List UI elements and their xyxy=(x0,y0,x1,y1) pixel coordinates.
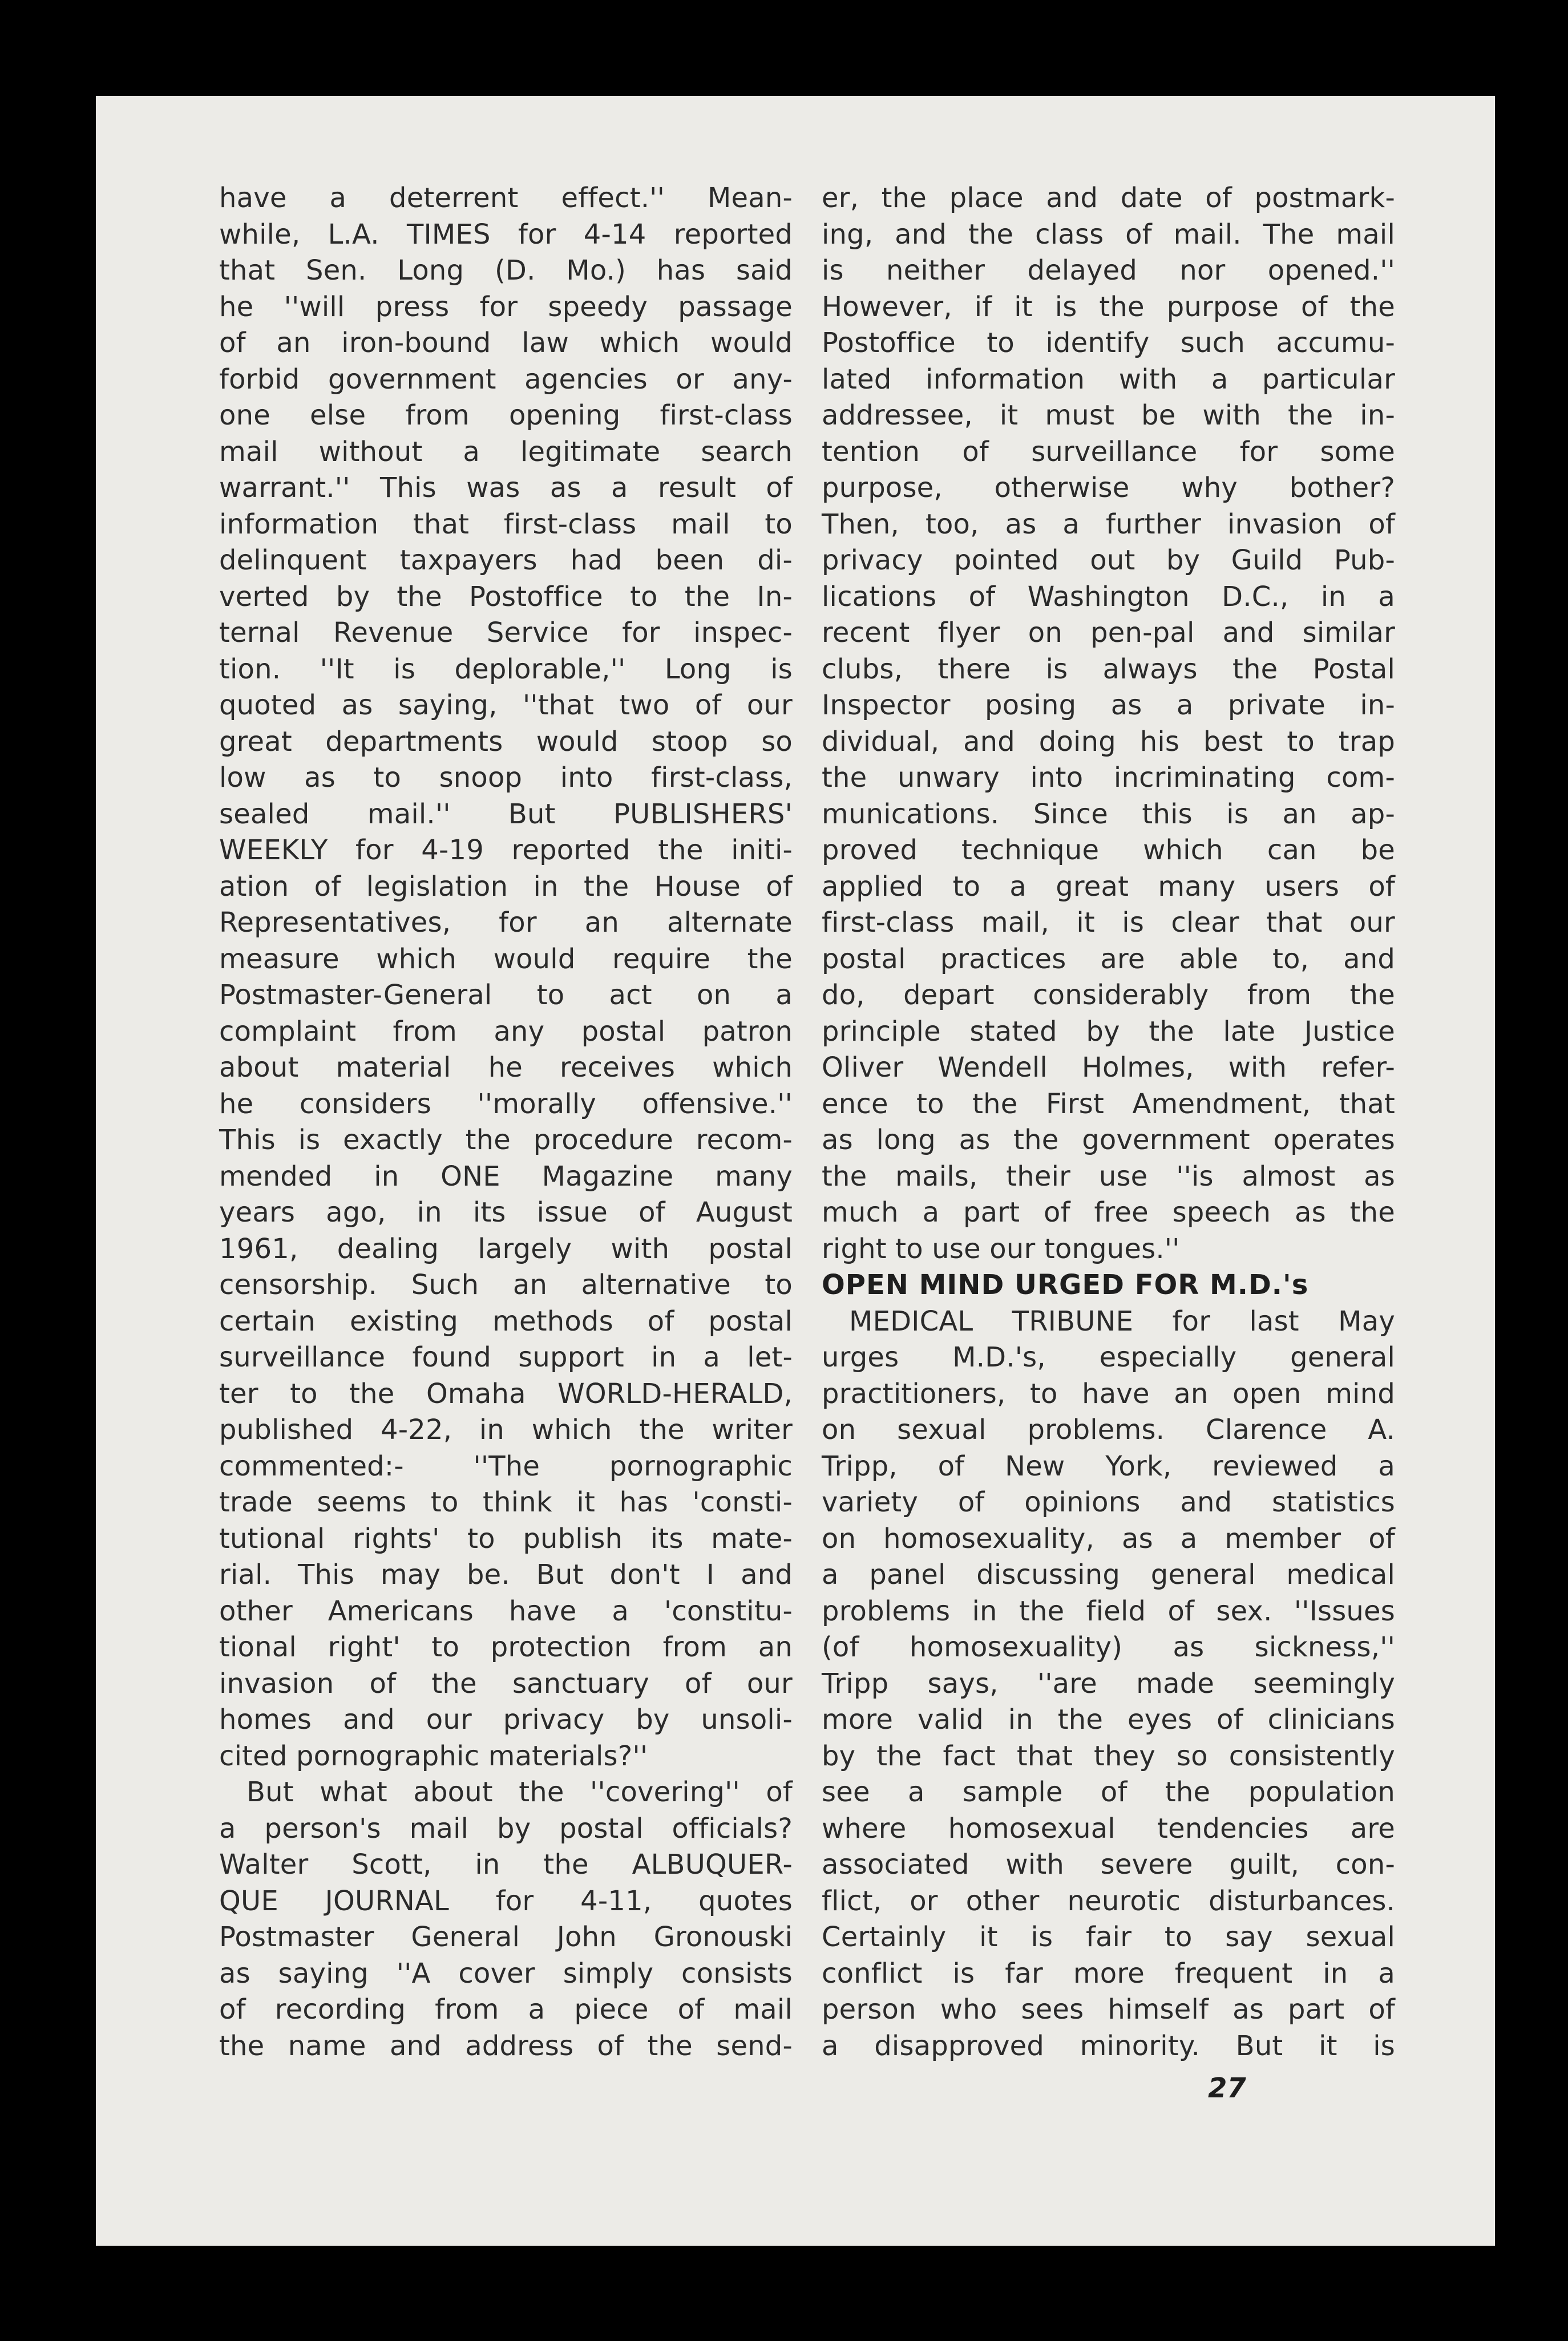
text-line: principle stated by the late Justice xyxy=(822,1015,1395,1048)
text-line: tion. ''It is deplorable,'' Long is xyxy=(219,653,793,685)
text-line: ing, and the class of mail. The mail xyxy=(822,218,1395,250)
text-line: homes and our privacy by unsoli- xyxy=(219,1704,793,1736)
text-line: published 4-22, in which the writer xyxy=(219,1414,793,1446)
text-line: Then, too, as a further invasion of xyxy=(822,508,1395,540)
text-line: a disapproved minority. But it is xyxy=(822,2029,1395,2062)
text-line: on homosexuality, as a member of xyxy=(822,1522,1395,1555)
text-line: 1961, dealing largely with postal xyxy=(219,1232,793,1265)
text-line: lated information with a particular xyxy=(822,363,1395,395)
text-line: by the fact that they so consistently xyxy=(822,1740,1395,1772)
text-line: the mails, their use ''is almost as xyxy=(822,1160,1395,1192)
text-line: Representatives, for an alternate xyxy=(219,907,793,939)
magazine-page xyxy=(96,96,1495,2246)
right-column xyxy=(822,180,1395,2064)
text-line: where homosexual tendencies are xyxy=(822,1812,1395,1845)
text-line: proved technique which can be xyxy=(822,834,1395,866)
text-line: tention of surveillance for some xyxy=(822,435,1395,468)
text-line: he considers ''morally offensive.'' xyxy=(219,1087,793,1120)
text-line: cited pornographic materials?'' xyxy=(219,1740,648,1772)
text-line: WEEKLY for 4-19 reported the initi- xyxy=(219,834,793,866)
text-line: delinquent taxpayers had been di- xyxy=(219,544,793,576)
text-line: QUE JOURNAL for 4-11, quotes xyxy=(219,1885,793,1917)
text-line: munications. Since this is an ap- xyxy=(822,798,1395,830)
text-line: that Sen. Long (D. Mo.) has said xyxy=(219,254,793,286)
text-line: ternal Revenue Service for inspec- xyxy=(219,617,793,649)
text-line: quoted as saying, ''that two of our xyxy=(219,689,793,721)
text-line: privacy pointed out by Guild Pub- xyxy=(822,544,1395,576)
text-line: Postmaster-General to act on a xyxy=(219,979,793,1011)
text-line: as long as the government operates xyxy=(822,1124,1395,1156)
text-line: trade seems to think it has 'consti- xyxy=(219,1486,793,1518)
text-line: great departments would stoop so xyxy=(219,725,793,758)
text-line: commented:- ''The pornographic xyxy=(219,1450,793,1482)
text-line: on sexual problems. Clarence A. xyxy=(822,1414,1395,1446)
text-line: verted by the Postoffice to the In- xyxy=(219,580,793,613)
text-line: complaint from any postal patron xyxy=(219,1015,793,1048)
text-line: low as to snoop into first-class, xyxy=(219,762,793,794)
text-line: Certainly it is fair to say sexual xyxy=(822,1921,1395,1953)
text-line: of recording from a piece of mail xyxy=(219,1994,793,2025)
text-line: measure which would require the xyxy=(219,943,793,975)
text-line: practitioners, to have an open mind xyxy=(822,1377,1395,1410)
text-line: is neither delayed nor opened.'' xyxy=(822,254,1395,286)
text-line: one else from opening first-class xyxy=(219,399,793,431)
text-line: conflict is far more frequent in a xyxy=(822,1957,1395,1990)
text-line: while, L.A. TIMES for 4-14 reported xyxy=(219,218,793,250)
text-line: censorship. Such an alternative to xyxy=(219,1269,793,1301)
text-line: forbid government agencies or any- xyxy=(219,363,793,395)
text-line: associated with severe guilt, con- xyxy=(822,1849,1395,1881)
text-line: Oliver Wendell Holmes, with refer- xyxy=(822,1052,1395,1083)
text-line: do, depart considerably from the xyxy=(822,979,1395,1011)
section-heading: OPEN MIND URGED FOR M.D.'s xyxy=(822,1269,1309,1301)
text-line: ence to the First Amendment, that xyxy=(822,1087,1395,1120)
text-line: the name and address of the send- xyxy=(219,2029,793,2062)
text-line: purpose, otherwise why bother? xyxy=(822,472,1395,504)
text-line: Walter Scott, in the ALBUQUER- xyxy=(219,1849,793,1881)
text-line: sealed mail.'' But PUBLISHERS' xyxy=(219,798,793,830)
text-line: a person's mail by postal officials? xyxy=(219,1812,793,1845)
text-line: see a sample of the population xyxy=(822,1776,1395,1808)
text-line: ter to the Omaha WORLD-HERALD, xyxy=(219,1377,793,1410)
text-line: However, if it is the purpose of the xyxy=(822,290,1395,323)
text-line: years ago, in its issue of August xyxy=(219,1196,793,1228)
text-line: variety of opinions and statistics xyxy=(822,1486,1395,1518)
text-line: flict, or other neurotic disturbances. xyxy=(822,1885,1395,1917)
text-line: right to use our tongues.'' xyxy=(822,1232,1180,1265)
text-line: postal practices are able to, and xyxy=(822,943,1395,975)
text-line: clubs, there is always the Postal xyxy=(822,653,1395,685)
text-line: have a deterrent effect.'' Mean- xyxy=(219,182,793,214)
text-line: as saying ''A cover simply consists xyxy=(219,1957,793,1990)
paragraph-start-line: MEDICAL TRIBUNE for last May xyxy=(849,1305,1395,1337)
text-line: warrant.'' This was as a result of xyxy=(219,472,793,504)
text-line: person who sees himself as part of xyxy=(822,1994,1395,2025)
text-line: recent flyer on pen-pal and similar xyxy=(822,617,1395,649)
text-line: Tripp, of New York, reviewed a xyxy=(822,1450,1395,1482)
text-line: surveillance found support in a let- xyxy=(219,1341,793,1373)
text-line: applied to a great many users of xyxy=(822,870,1395,903)
text-line: much a part of free speech as the xyxy=(822,1196,1395,1228)
text-line: rial. This may be. But don't I and xyxy=(219,1559,793,1591)
text-line: mail without a legitimate search xyxy=(219,435,793,468)
text-line: of an iron-bound law which would xyxy=(219,327,793,359)
text-line: more valid in the eyes of clinicians xyxy=(822,1704,1395,1736)
paragraph-start-line: But what about the ''covering'' of xyxy=(246,1776,793,1808)
text-line: problems in the field of sex. ''Issues xyxy=(822,1595,1395,1627)
text-line: (of homosexuality) as sickness,'' xyxy=(822,1631,1395,1663)
text-line: Inspector posing as a private in- xyxy=(822,689,1395,721)
text-line: Postmaster General John Gronouski xyxy=(219,1921,793,1953)
page-number: 27 xyxy=(1208,2072,1246,2104)
text-line: er, the place and date of postmark- xyxy=(822,182,1395,214)
text-line: lications of Washington D.C., in a xyxy=(822,580,1395,613)
text-line: about material he receives which xyxy=(219,1052,793,1083)
text-line: the unwary into incriminating com- xyxy=(822,762,1395,794)
text-line: invasion of the sanctuary of our xyxy=(219,1667,793,1700)
text-line: dividual, and doing his best to trap xyxy=(822,725,1395,758)
text-line: first-class mail, it is clear that our xyxy=(822,907,1395,939)
text-line: addressee, it must be with the in- xyxy=(822,399,1395,431)
text-line: he ''will press for speedy passage xyxy=(219,290,793,323)
text-line: a panel discussing general medical xyxy=(822,1559,1395,1591)
text-line: Tripp says, ''are made seemingly xyxy=(822,1667,1395,1700)
text-line: This is exactly the procedure recom- xyxy=(219,1124,793,1156)
text-line: mended in ONE Magazine many xyxy=(219,1160,793,1192)
text-line: ation of legislation in the House of xyxy=(219,870,793,903)
text-line: information that first-class mail to xyxy=(219,508,793,540)
text-line: urges M.D.'s, especially general xyxy=(822,1341,1395,1373)
text-line: Postoffice to identify such accumu- xyxy=(822,327,1395,359)
text-line: other Americans have a 'constitu- xyxy=(219,1595,793,1627)
text-line: certain existing methods of postal xyxy=(219,1305,793,1337)
text-line: tional right' to protection from an xyxy=(219,1631,793,1663)
left-column xyxy=(219,180,793,2064)
text-line: tutional rights' to publish its mate- xyxy=(219,1522,793,1555)
